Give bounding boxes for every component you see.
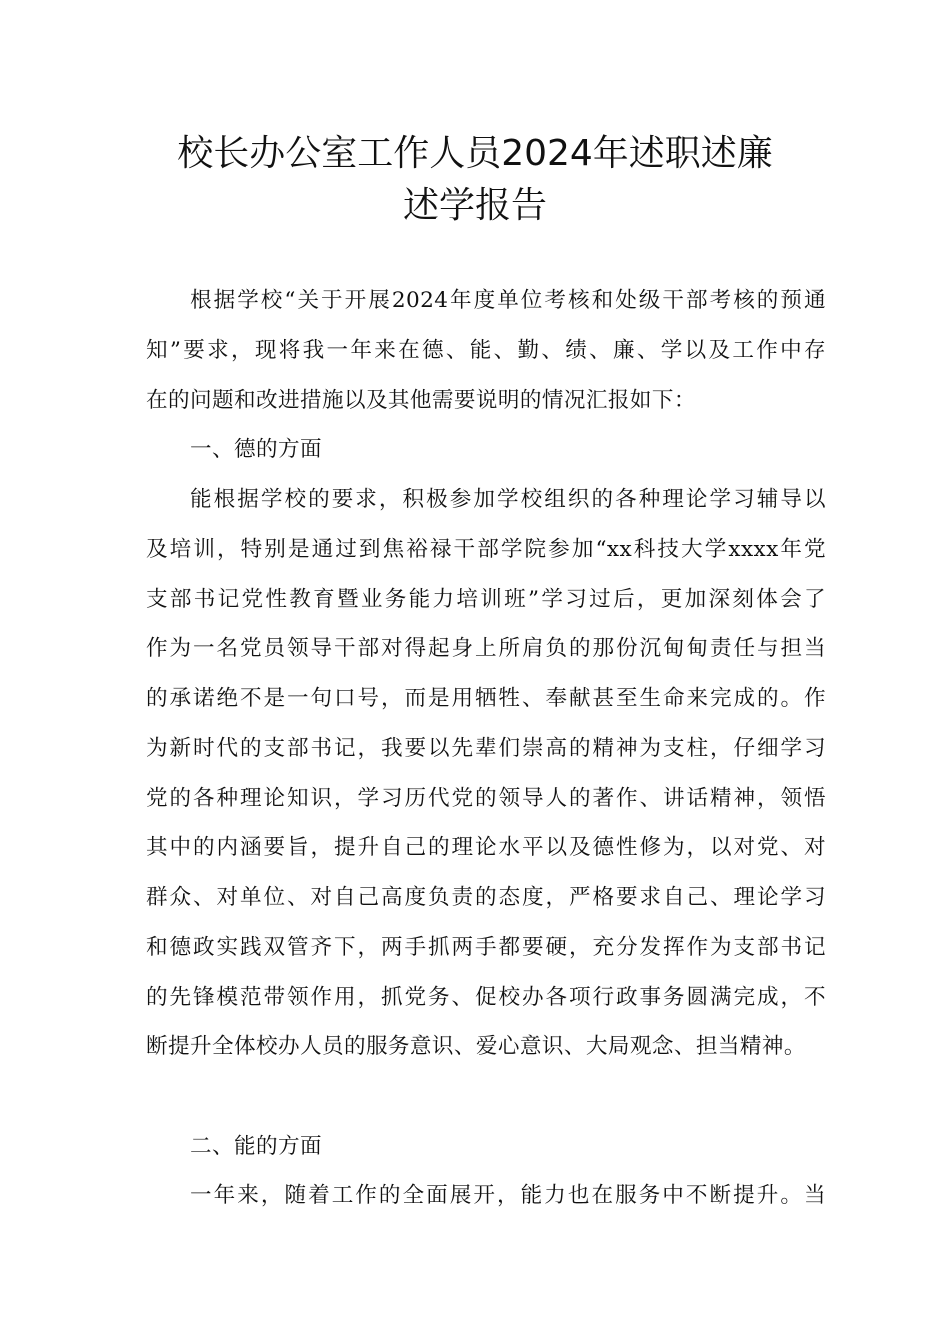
text-line: 能根据学校的要求，积极参加学校组织的各种理论学习辅导以 (190, 487, 826, 512)
section-heading: 二、能的方面 (190, 1134, 322, 1159)
text-line: 的承诺绝不是一句口号，而是用牺牲、奉献甚至生命来完成的。作 (146, 686, 826, 711)
text-line: 在的问题和改进措施以及其他需要说明的情况汇报如下： (146, 388, 696, 413)
text-line: 断提升全体校办人员的服务意识、爱心意识、大局观念、担当精神。 (146, 1034, 806, 1059)
text-line: 作为一名党员领导干部对得起身上所肩负的那份沉甸甸责任与担当 (146, 636, 826, 661)
text-line: 根据学校“关于开展2024年度单位考核和处级干部考核的预通 (190, 288, 826, 313)
text-line: 和德政实践双管齐下，两手抓两手都要硬，充分发挥作为支部书记 (146, 935, 826, 960)
text-line: 及培训，特别是通过到焦裕禄干部学院参加“xx科技大学xxxx年党 (146, 537, 826, 562)
text-line: 为新时代的支部书记，我要以先辈们崇高的精神为支柱，仔细学习 (146, 736, 826, 761)
text-line: 的先锋模范带领作用，抓党务、促校办各项行政事务圆满完成，不 (146, 985, 826, 1010)
document-title-line-1: 校长办公室工作人员2024年述职述廉 (177, 133, 773, 174)
text-line: 其中的内涵要旨，提升自己的理论水平以及德性修为，以对党、对 (146, 835, 826, 860)
text-line: 一年来，随着工作的全面展开，能力也在服务中不断提升。当 (190, 1183, 826, 1208)
text-line: 党的各种理论知识，学习历代党的领导人的著作、讲话精神，领悟 (146, 786, 826, 811)
section-heading: 一、德的方面 (190, 437, 322, 462)
text-line: 知”要求，现将我一年来在德、能、勤、绩、廉、学以及工作中存 (146, 338, 826, 363)
text-line: 群众、对单位、对自己高度负责的态度，严格要求自己、理论学习 (146, 885, 826, 910)
text-line: 支部书记党性教育暨业务能力培训班”学习过后，更加深刻体会了 (146, 587, 826, 612)
document-title-line-2: 述学报告 (402, 185, 547, 226)
